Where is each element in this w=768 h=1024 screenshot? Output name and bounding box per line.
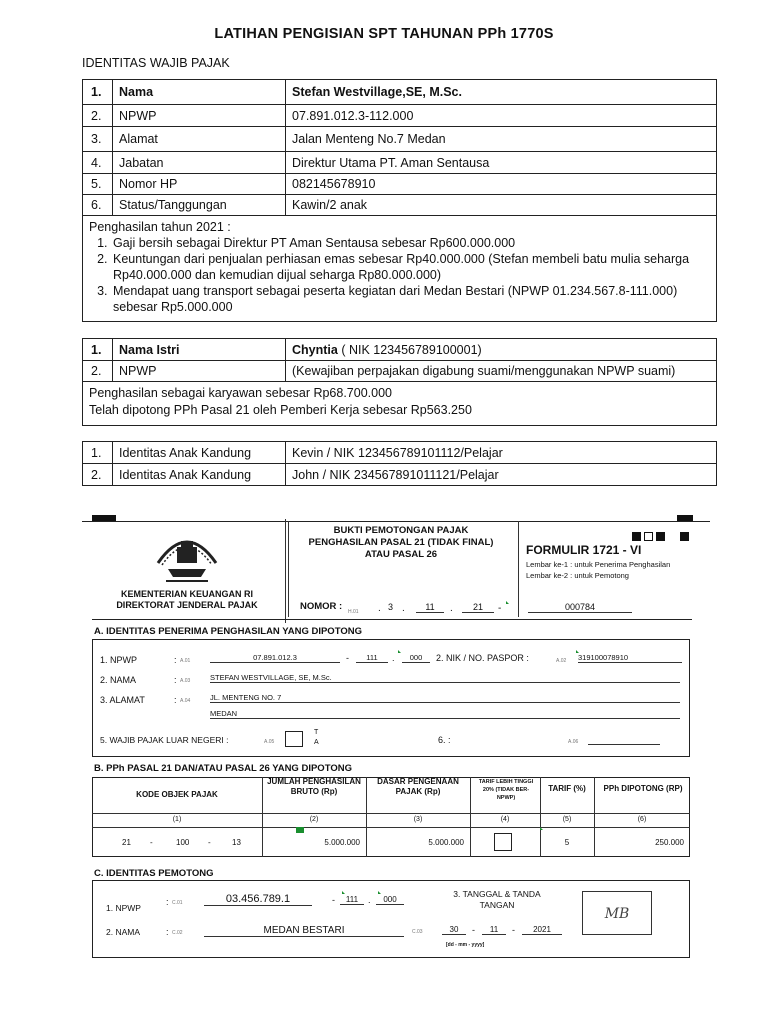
field-code: C.02 [172, 930, 183, 936]
spouse-income-row [83, 382, 717, 426]
mark-square [644, 532, 653, 541]
nomor-code: H.01 [348, 609, 359, 615]
header-divider [288, 521, 289, 617]
row-number: 1. [83, 442, 113, 464]
table-row [83, 442, 717, 464]
table-row [83, 339, 717, 361]
row-label: Nomor HP [113, 174, 286, 195]
bukti-line: ATAU PASAL 26 [364, 549, 438, 560]
lembar-line: Lembar ke-2 : untuk Pemotong [526, 571, 629, 580]
row-value: Jalan Menteng No.7 Medan [286, 127, 717, 152]
a-wpln-label: 5. WAJIB PAJAK LUAR NEGERI : [100, 735, 229, 745]
row-label: NPWP [113, 105, 286, 127]
b-tarif-checkbox[interactable] [494, 833, 512, 851]
signature: MB [582, 891, 652, 935]
bukti-line: PENGHASILAN PASAL 21 (TIDAK FINAL) [308, 537, 494, 548]
row-label: Status/Tanggungan [113, 195, 286, 216]
field-code: A.01 [180, 658, 191, 664]
c-tgl-year: 2021 [522, 925, 562, 935]
directorate-line: DIREKTORAT JENDERAL PAJAK [116, 600, 258, 610]
row-value: Kawin/2 anak [286, 195, 717, 216]
row-label: Jabatan [113, 152, 286, 174]
nomor-label: NOMOR : [300, 601, 343, 612]
b-col-number: (2) [309, 816, 319, 823]
row-label: Identitas Anak Kandung [113, 442, 286, 464]
spouse-income [83, 382, 717, 426]
b-col-number: (3) [413, 816, 423, 823]
row-value: Kevin / NIK 123456789101112/Pelajar [286, 442, 717, 464]
table-row [83, 152, 717, 174]
c-tgl-day: 30 [442, 925, 466, 935]
row-label: NPWP [113, 361, 286, 382]
row-value [286, 339, 717, 361]
field-code: A.03 [180, 678, 191, 684]
c-npwp-part1: 03.456.789.1 [204, 893, 312, 906]
table-row [83, 127, 717, 152]
c-tanggal-label [432, 889, 562, 911]
c-npwp-part2: 111 [340, 895, 364, 905]
row-number: 1. [83, 80, 113, 105]
b-header: TARIF (%) [548, 784, 586, 793]
nomor-part: 21 [462, 602, 494, 613]
b-kode-3: 13 [232, 838, 241, 847]
children-table [82, 441, 717, 486]
nomor-part: 3 [388, 602, 394, 612]
c-npwp-part3: 000 [376, 895, 404, 905]
lembar-info [526, 559, 710, 581]
identitas-heading: IDENTITAS WAJIB PAJAK [82, 56, 230, 70]
row-number: 5. [83, 174, 113, 195]
a-alamat-line2: MEDAN [210, 709, 680, 719]
section-c-title: C. IDENTITAS PEMOTONG [94, 868, 214, 879]
income-description [83, 216, 717, 322]
income-item: 2. Keuntungan dari penjualan perhiasan emas sebesar Rp40.000.000 (Stefan membeli batu mulia seharga Rp40.000.000 dan kemudian dijual seharga Rp80.000.000) [111, 251, 710, 283]
spouse-income-line: Penghasilan sebagai karyawan sebesar Rp68.700.000 [89, 386, 392, 400]
b-header: PPh DIPOTONG (RP) [603, 784, 683, 793]
a-nama-value: STEFAN WESTVILLAGE, SE, M.Sc. [210, 673, 680, 683]
wpln-a: A [314, 739, 319, 746]
b-header: DASAR PENGENAAN PAJAK (Rp) [377, 777, 459, 796]
ministry-emblem-icon [154, 525, 220, 585]
b-header: KODE OBJEK PAJAK [136, 790, 218, 799]
a-alamat-line1: JL. MENTENG NO. 7 [210, 693, 680, 703]
row-value: 082145678910 [286, 174, 717, 195]
table-row [83, 361, 717, 382]
c-tanggal-line: 3. TANGGAL & TANDA [453, 889, 541, 899]
row-number: 2. [83, 361, 113, 382]
b-col-number: (5) [562, 816, 572, 823]
income-description-row [83, 216, 717, 322]
field-code: C.03 [412, 929, 423, 935]
row-label: Identitas Anak Kandung [113, 464, 286, 486]
table-row [83, 195, 717, 216]
row-value: 07.891.012.3-112.000 [286, 105, 717, 127]
nomor-part: 11 [416, 602, 444, 613]
spouse-name: Chyntia [292, 342, 338, 357]
a-npwp-part2: 111 [356, 653, 388, 663]
table-row [83, 105, 717, 127]
row-label: Nama Istri [113, 339, 286, 361]
lembar-line: Lembar ke-1 : untuk Penerima Penghasilan [526, 560, 671, 569]
c-tgl-month: 11 [482, 925, 506, 935]
row-label: Alamat [113, 127, 286, 152]
bukti-title [292, 525, 510, 561]
income-item: 3. Mendapat uang transport sebagai peserta kegiatan dari Medan Bestari (NPWP 01.234.567.8-111.000) sebesar Rp5.000.000 [111, 283, 710, 315]
row-label: Nama [113, 80, 286, 105]
ministry-line: KEMENTERIAN KEUANGAN RI [120, 589, 253, 599]
a-npwp-label: 1. NPWP [100, 655, 138, 665]
field-code: A.06 [568, 739, 579, 745]
table-row [83, 80, 717, 105]
b-header: TARIF LEBIH TINGGI 20% (TIDAK BER-NPWP) [478, 779, 534, 801]
row-number: 3. [83, 127, 113, 152]
a-npwp-part1: 07.891.012.3 [210, 653, 340, 663]
table-row [83, 174, 717, 195]
income-item: 1. Gaji bersih sebagai Direktur PT Aman Sentausa sebesar Rp600.000.000 [111, 235, 710, 251]
b-pph: 250.000 [655, 838, 684, 847]
nomor-part: 000784 [528, 602, 632, 613]
row-number: 2. [83, 464, 113, 486]
c-npwp-label: 1. NPWP [106, 903, 141, 913]
a-nama-label: 2. NAMA [100, 675, 137, 685]
form-1721-vi: KEMENTERIAN KEUANGAN RI DIREKTORAT JENDERAL PAJAK BUKTI PEMOTONGAN PAJAK PENGHASILAN PASAL 21 (TIDAK FINAL) ATAU PASAL 26 FORMULIR 1721 - VI Lembar ke-1 : untuk Penerima Penghasilan Lembar ke-2 : untuk Pemotong NOMOR : H.01 . 3 . 11 . 21 - 000784 A. IDENTITAS PENERIMA PENGHASILAN YANG DIPOTONG 1. NPWP : A.01 07.891.012.3 - 111 . 000 2. NIK / NO. PASPOR : A.02 319100078910 2. NAMA : A.03 STEFAN WESTVILLAGE, SE, M.Sc. 3. ALAMAT : A.04 JL. MENTENG NO. 7 MEDAN 5. WAJIB PAJAK LUAR NEGERI : A.05 T A 6. : A.06 B. PPh PASAL 21 DAN/ATAU PASAL 26 YANG DIPOTONG KODE OBJEK PAJAK JUMLAH PENGHASILAN BRUTO (Rp) DASAR PENGENAAN PAJAK (Rp) TARIF LEBIH TINGGI 20% (TIDAK BER-NPWP) TARIF (%) PPh DIPOTONG (RP) (1) (2) (3) (4) (5) (6) 21 - 100 - 13 5.000.000 5.000.000 5 250.000 C. IDENTITAS PEMOTONG 1. NPWP : C.01 03.456.789.1 - 111 . 000 2. NAMA : C.02 MEDAN BESTARI 3. TANGGAL & TANDA TANGAN C.03 30 - 11 - 2021 [dd - mm - yyyy] MB [82, 513, 710, 963]
c-nama-value: MEDAN BESTARI [204, 925, 404, 937]
wpln-checkbox[interactable] [285, 731, 303, 747]
a-alamat-label: 3. ALAMAT [100, 695, 145, 705]
section-b-title: B. PPh PASAL 21 DAN/ATAU PASAL 26 YANG DIPOTONG [94, 763, 352, 774]
b-bruto: 5.000.000 [324, 838, 360, 847]
row-value: (Kewajiban perpajakan digabung suami/menggunakan NPWP suami) [286, 361, 717, 382]
a-kode-label: 6. : [438, 735, 451, 745]
green-marker [296, 827, 304, 833]
field-code: A.05 [264, 739, 275, 745]
bukti-line: BUKTI PEMOTONGAN PAJAK [333, 525, 469, 536]
field-code: A.02 [556, 658, 567, 664]
row-number: 6. [83, 195, 113, 216]
mark-square [680, 532, 689, 541]
b-col-number: (1) [172, 816, 182, 823]
ministry-name [92, 589, 282, 611]
c-nama-label: 2. NAMA [106, 927, 141, 937]
header-divider [518, 521, 519, 617]
field-code: C.01 [172, 900, 183, 906]
b-kode-1: 21 [122, 838, 131, 847]
a-kode-value [588, 735, 660, 745]
page-title: LATIHAN PENGISIAN SPT TAHUNAN PPh 1770S [214, 26, 554, 42]
wpln-t: T [314, 729, 319, 736]
a-nik-value: 319100078910 [578, 653, 682, 663]
header-rule [92, 619, 692, 620]
mark-square [656, 532, 665, 541]
field-code: A.04 [180, 698, 191, 704]
a-nik-label: 2. NIK / NO. PASPOR : [436, 653, 529, 663]
b-col-number: (4) [500, 816, 510, 823]
b-kode-2: 100 [176, 838, 190, 847]
spouse-table [82, 338, 717, 426]
taxpayer-identity-table [82, 79, 717, 322]
b-col-number: (6) [637, 816, 647, 823]
form-number: FORMULIR 1721 - VI [526, 543, 642, 557]
mark-square [632, 532, 641, 541]
c-tgl-format: [dd - mm - yyyy] [446, 942, 485, 948]
spouse-nik: ( NIK 123456789100001) [337, 342, 482, 357]
b-dpp: 5.000.000 [428, 838, 464, 847]
income-intro: Penghasilan tahun 2021 : [89, 220, 231, 234]
section-a-title: A. IDENTITAS PENERIMA PENGHASILAN YANG DIPOTONG [94, 626, 362, 637]
row-number: 2. [83, 105, 113, 127]
spouse-tax-line: Telah dipotong PPh Pasal 21 oleh Pemberi Kerja sebesar Rp563.250 [89, 403, 472, 417]
row-value: Direktur Utama PT. Aman Sentausa [286, 152, 717, 174]
b-header: JUMLAH PENGHASILAN BRUTO (Rp) [267, 777, 361, 796]
table-row [83, 464, 717, 486]
a-npwp-part3: 000 [402, 653, 430, 663]
b-tarif: 5 [564, 838, 570, 847]
row-value: John / NIK 234567891011121/Pelajar [286, 464, 717, 486]
row-number: 1. [83, 339, 113, 361]
row-number: 4. [83, 152, 113, 174]
c-tanggal-line: TANGAN [479, 900, 515, 910]
row-value: Stefan Westvillage,SE, M.Sc. [286, 80, 717, 105]
